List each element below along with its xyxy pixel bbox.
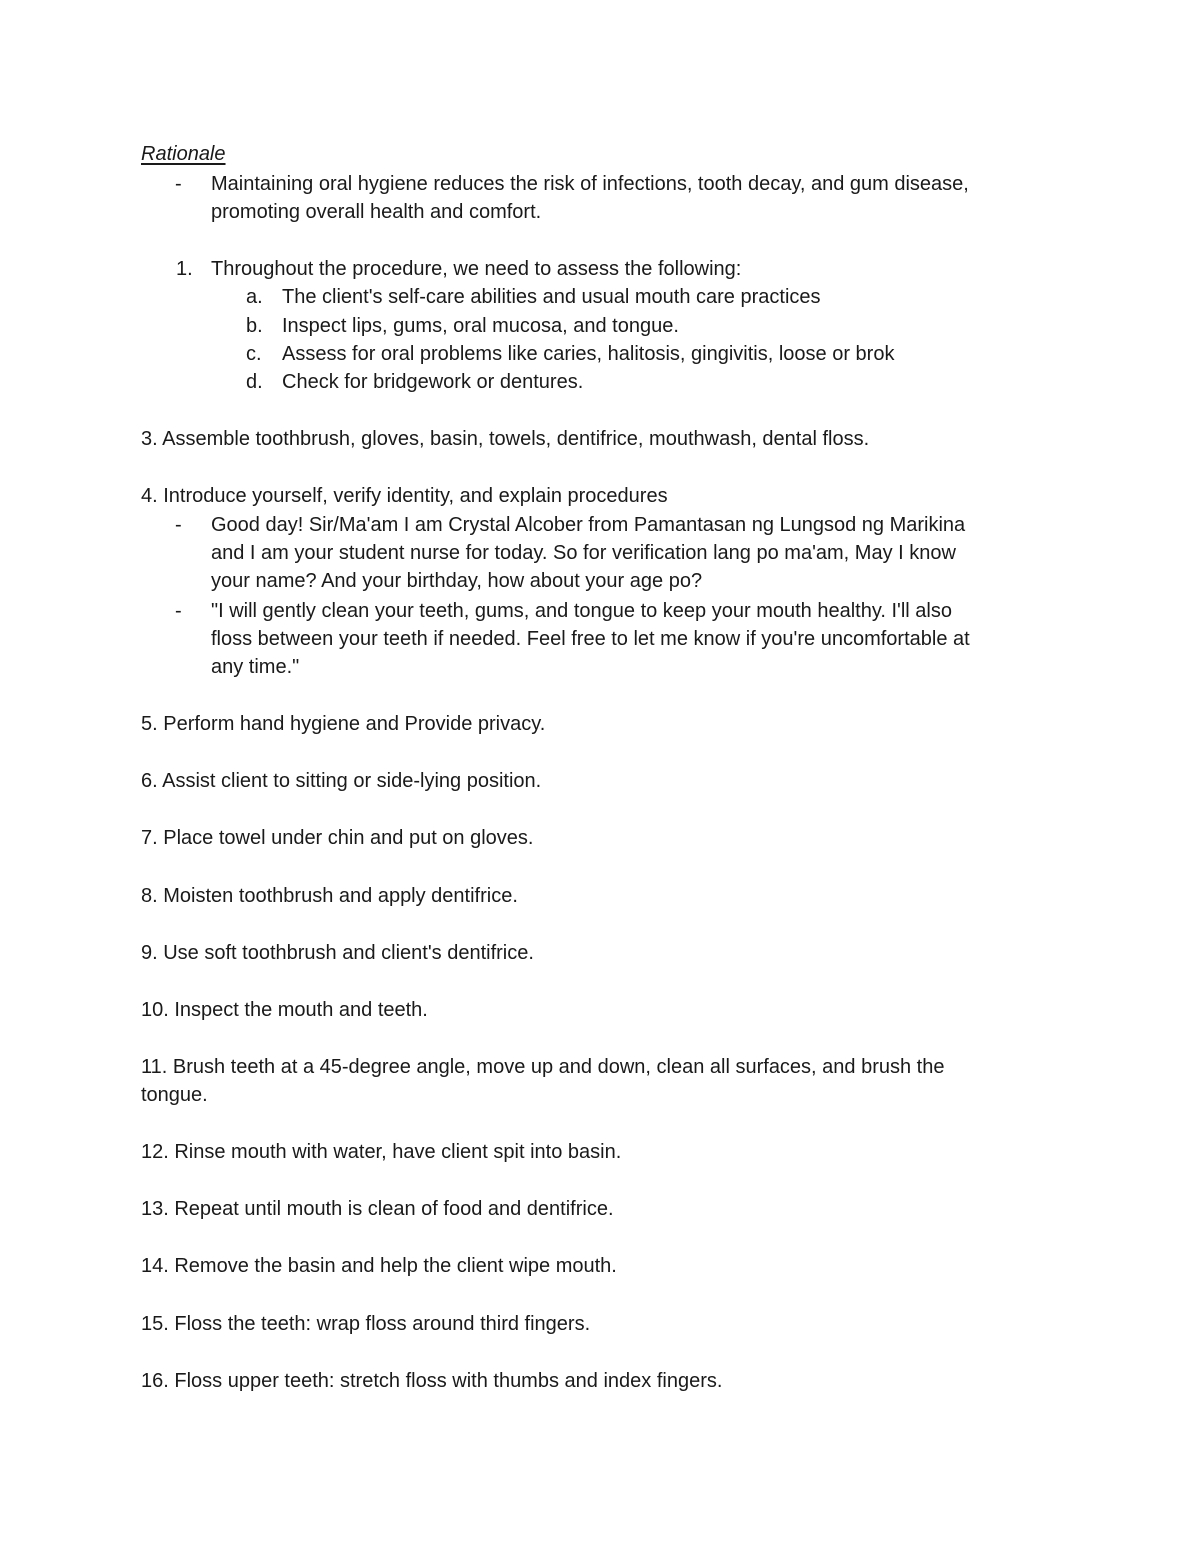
bullet-marker: -: [175, 600, 182, 622]
rationale-text-line: promoting overall health and comfort.: [211, 201, 542, 223]
step-4-bullet-line: your name? And your birthday, how about your age po?: [211, 570, 703, 592]
sublist-item: The client's self-care abilities and usual mouth care practices: [282, 286, 821, 308]
step-11-continued: tongue.: [141, 1084, 208, 1106]
step-11: 11. Brush teeth at a 45-degree angle, move up and down, clean all surfaces, and brush the: [141, 1056, 945, 1078]
sublist-marker: c.: [246, 343, 262, 365]
step-10: 10. Inspect the mouth and teeth.: [141, 999, 428, 1021]
step-13: 13. Repeat until mouth is clean of food and dentifrice.: [141, 1198, 614, 1220]
bullet-marker: -: [175, 514, 182, 536]
step-9: 9. Use soft toothbrush and client's dentifrice.: [141, 942, 534, 964]
bullet-marker: -: [175, 173, 182, 195]
step-4-title: 4. Introduce yourself, verify identity, and explain procedures: [141, 485, 668, 507]
step-7: 7. Place towel under chin and put on gloves.: [141, 827, 534, 849]
step-4-bullet-line: any time.": [211, 656, 300, 678]
rationale-heading: Rationale: [141, 143, 226, 165]
step-4-bullet-line: "I will gently clean your teeth, gums, and tongue to keep your mouth healthy. I'll also: [211, 600, 952, 622]
step-15: 15. Floss the teeth: wrap floss around third fingers.: [141, 1313, 591, 1335]
sublist-marker: a.: [246, 286, 263, 308]
step-4-bullet-line: Good day! Sir/Ma'am I am Crystal Alcober from Pamantasan ng Lungsod ng Marikina: [211, 514, 966, 536]
assessment-intro: Throughout the procedure, we need to assess the following:: [211, 258, 742, 280]
list-number: 1.: [176, 258, 193, 280]
step-5: 5. Perform hand hygiene and Provide privacy.: [141, 713, 546, 735]
step-16: 16. Floss upper teeth: stretch floss with thumbs and index fingers.: [141, 1370, 723, 1392]
sublist-item: Inspect lips, gums, oral mucosa, and tongue.: [282, 315, 679, 337]
step-12: 12. Rinse mouth with water, have client spit into basin.: [141, 1141, 622, 1163]
step-14: 14. Remove the basin and help the client wipe mouth.: [141, 1255, 617, 1277]
step-4-bullet-line: and I am your student nurse for today. So for verification lang po ma'am, May I know: [211, 542, 956, 564]
sublist-marker: b.: [246, 315, 263, 337]
rationale-text-line: Maintaining oral hygiene reduces the risk of infections, tooth decay, and gum disease,: [211, 173, 969, 195]
step-6: 6. Assist client to sitting or side-lying position.: [141, 770, 542, 792]
sublist-item: Assess for oral problems like caries, halitosis, gingivitis, loose or brok: [282, 343, 895, 365]
step-4-bullet-line: floss between your teeth if needed. Feel free to let me know if you're uncomfortable at: [211, 628, 970, 650]
sublist-item: Check for bridgework or dentures.: [282, 371, 584, 393]
step-8: 8. Moisten toothbrush and apply dentifrice.: [141, 885, 518, 907]
step-3: 3. Assemble toothbrush, gloves, basin, towels, dentifrice, mouthwash, dental floss.: [141, 428, 870, 450]
sublist-marker: d.: [246, 371, 263, 393]
